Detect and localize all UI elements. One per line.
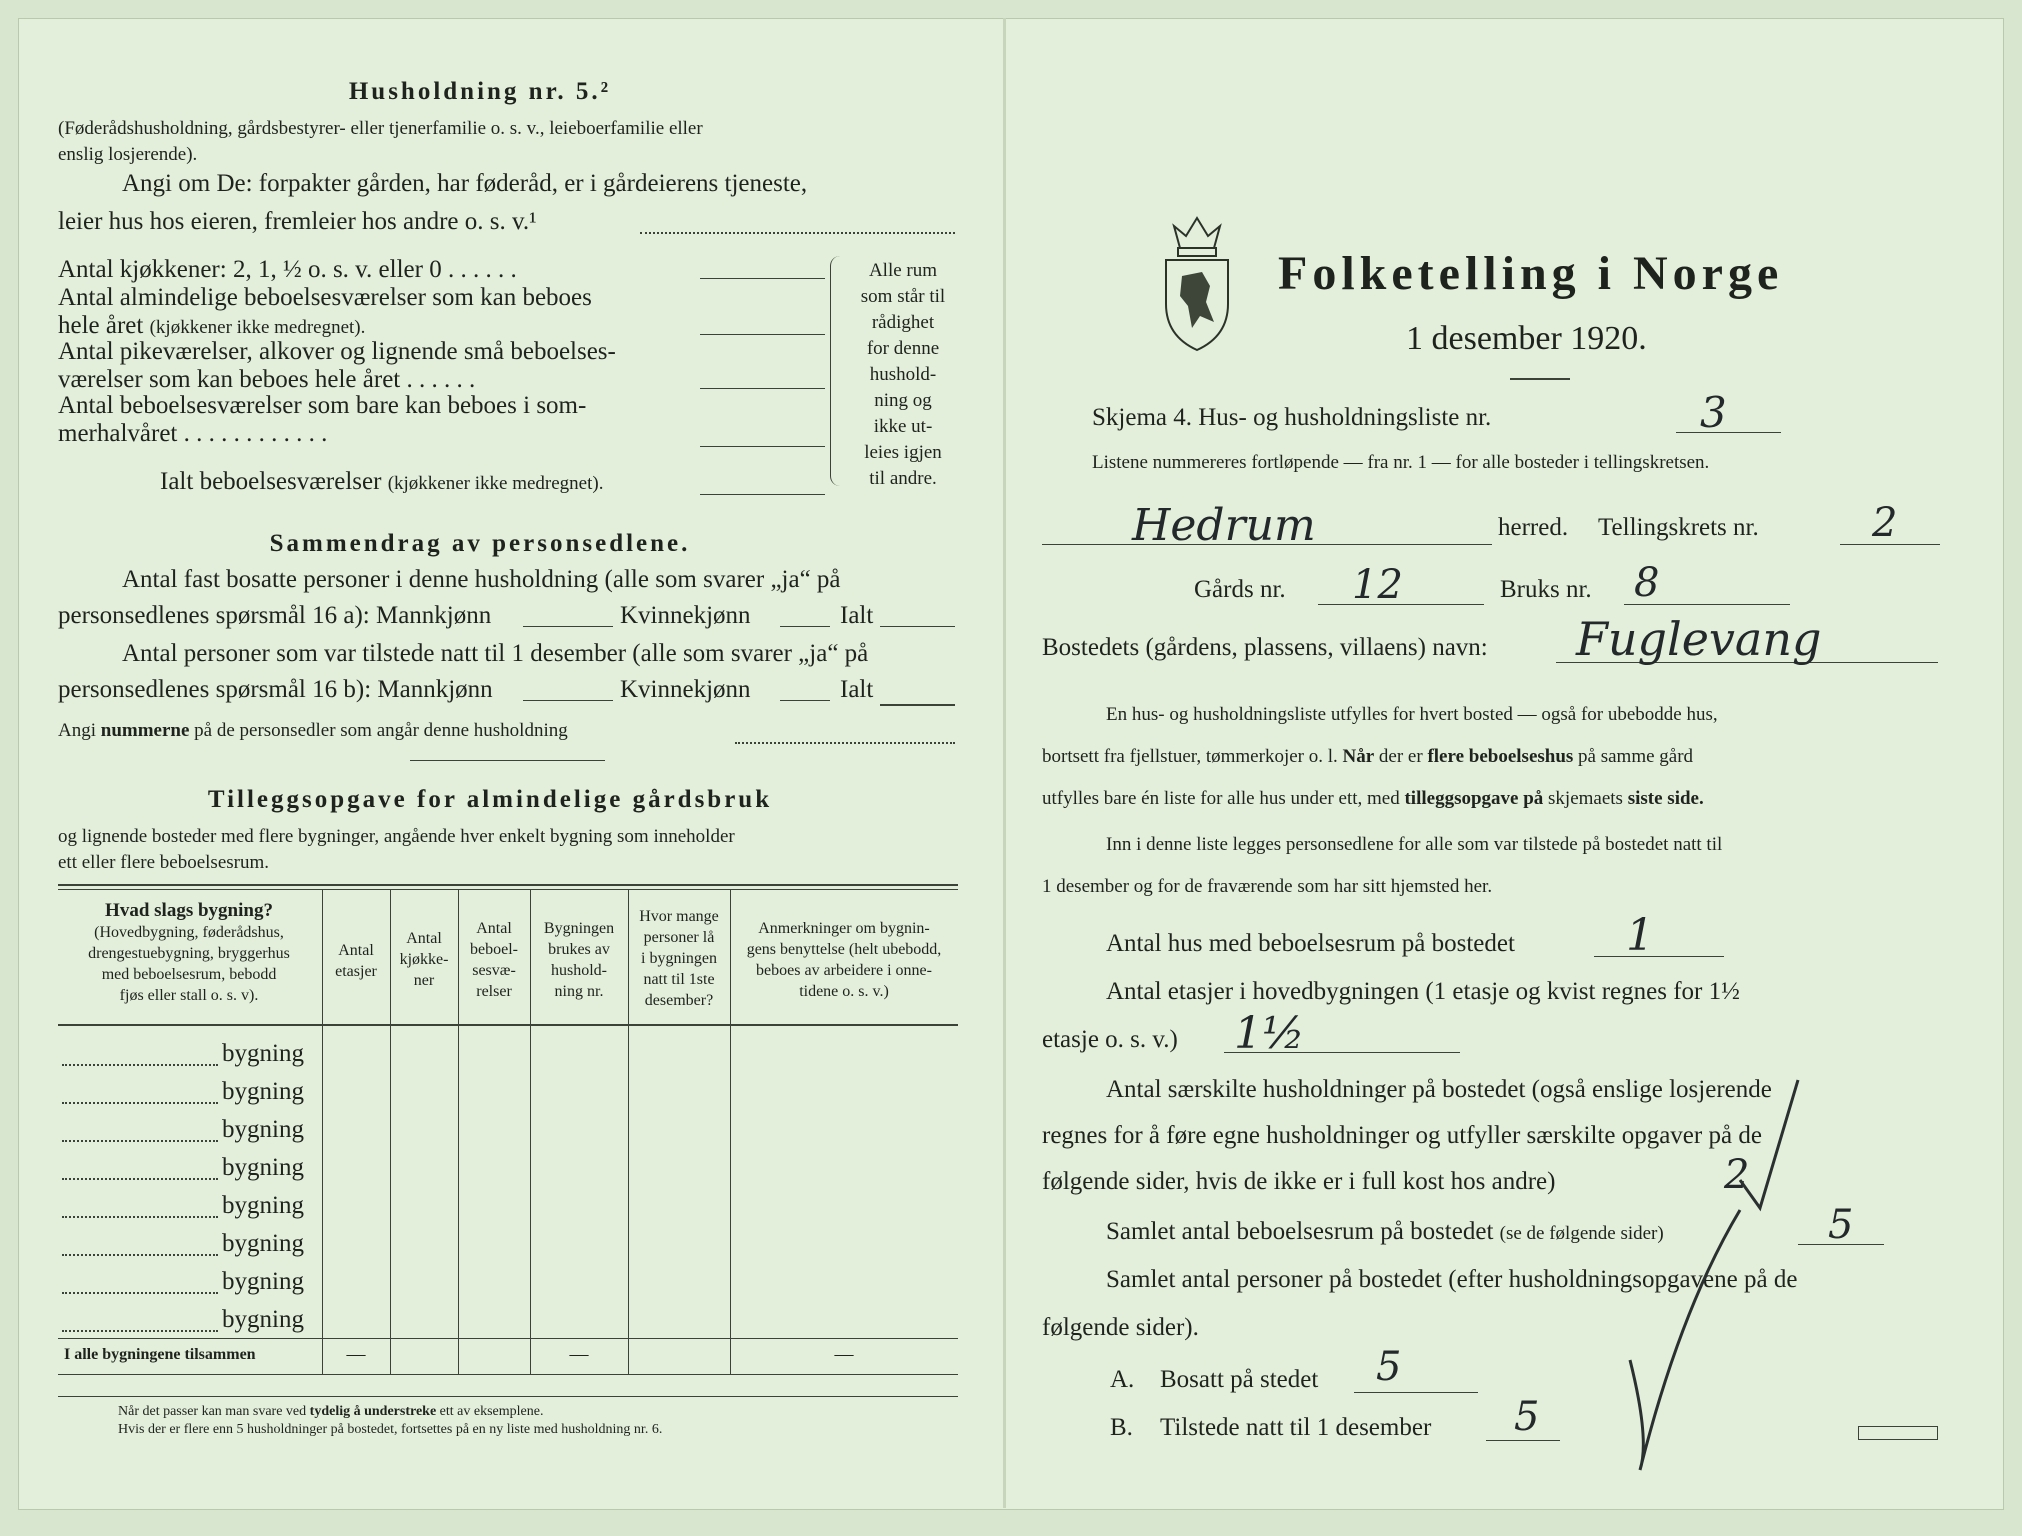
col-husholdning-header: Bygningen brukes av hushold- ning nr. [543, 920, 615, 1000]
samlet-pers-line-1: Samlet antal personer på bostedet (efter husholdningsopgavene på de [1106, 1266, 1798, 1293]
row-line [62, 1178, 218, 1180]
page-fold [1003, 18, 1006, 1508]
table-row: bygning [222, 1230, 304, 1257]
table-row: bygning [222, 1078, 304, 1105]
bruks-value: 8 [1634, 560, 1660, 606]
skjema-value: 3 [1700, 388, 1727, 437]
table-row: bygning [222, 1306, 304, 1333]
gards-value: 12 [1352, 562, 1403, 608]
table-row: bygning [222, 1192, 304, 1219]
col-etasjer-header: Antal etasjer [335, 942, 377, 980]
note-brace [830, 256, 843, 486]
fast-kvinne-label: Kvinnekjønn [620, 602, 751, 629]
tilst-kvinne-label: Kvinnekjønn [620, 676, 751, 703]
footnote-l1a: Når det passer kan man svare ved [118, 1404, 307, 1419]
table-row: bygning [222, 1040, 304, 1067]
table-top-rule [58, 884, 958, 886]
table-top-rule-2 [58, 889, 958, 890]
kjokkener-label: Antal kjøkkener: 2, 1, ½ o. s. v. eller 0 . . . . . . [58, 256, 517, 283]
herred-value: Hedrum [1132, 500, 1316, 551]
skjema-answer-line [1676, 432, 1781, 433]
bosted-value: Fuglevang [1576, 612, 1822, 666]
tilst-kvinne-line [780, 700, 830, 701]
table-header-rule [58, 1024, 958, 1026]
para2-line-2: 1 desember og for de fraværende som har sitt hjemsted her. [1042, 876, 1493, 897]
row-line [62, 1140, 218, 1142]
sammendrag-title: Sammendrag av personsedlene. [269, 530, 691, 557]
kjokkener-answer-line [700, 278, 825, 279]
saer-line-2: regnes for å føre egne husholdninger og utfyller særskilte opgaver på de [1042, 1122, 1762, 1149]
row-line [62, 1254, 218, 1256]
sommer-line-1: Antal beboelsesværelser som bare kan beboes i som- [58, 392, 587, 419]
row-line [62, 1064, 218, 1066]
coat-of-arms-icon [1158, 206, 1236, 354]
table-total-bottom [58, 1374, 958, 1375]
fast-line-1: Antal fast bosatte personer i denne husholdning (alle som svarer „ja“ på [122, 566, 841, 593]
tillegg-line-1: og lignende bosteder med flere bygninger, angående hver enkelt bygning som inneholder [58, 826, 735, 847]
para1-l2c: der er [1378, 746, 1423, 767]
alm-answer-line [700, 334, 825, 335]
table-row: bygning [222, 1268, 304, 1295]
bruks-label: Bruks nr. [1500, 576, 1592, 603]
col-kjokkener-header: Antal kjøkke- ner [399, 930, 449, 989]
printer-stamp [1858, 1426, 1938, 1440]
b-value: 5 [1514, 1394, 1540, 1440]
samlet-rum-value: 5 [1828, 1202, 1854, 1248]
right-date: 1 desember 1920. [1406, 320, 1647, 357]
tilst-line-2: personsedlenes spørsmål 16 b): Mannkjønn [58, 676, 493, 703]
samlet-rum-label: Samlet antal beboelsesrum på bostedet [1106, 1218, 1494, 1245]
table-row: bygning [222, 1154, 304, 1181]
para1-l2d: flere beboelseshus [1427, 746, 1574, 767]
para1-l2a: bortsett fra fjellstuer, tømmerkojer o. l. [1042, 746, 1338, 767]
para1-l3c: skjemaets [1548, 788, 1623, 809]
ialt-answer-line [700, 494, 825, 495]
fast-kvinne-line [780, 626, 830, 627]
a-answer-line [1354, 1392, 1478, 1393]
gards-label: Gårds nr. [1194, 576, 1286, 603]
total-label: I alle bygningene tilsammen [64, 1346, 256, 1363]
angi-line-2: leier hus hos eieren, fremleier hos andre o. s. v.¹ [58, 208, 537, 235]
alm-line-2-small: (kjøkkener ikke medregnet). [149, 317, 366, 338]
tilst-ialt-label: Ialt [840, 676, 874, 703]
ialt-small: (kjøkkener ikke medregnet). [387, 473, 604, 494]
footnote-l1c: ett av eksemplene. [439, 1404, 544, 1419]
a-value: 5 [1376, 1344, 1402, 1390]
tellingskrets-label: Tellingskrets nr. [1598, 514, 1759, 541]
tellingskrets-value: 2 [1872, 500, 1898, 546]
tilst-ialt-line [880, 704, 955, 706]
note-rum: Alle rum som står til rådighet for denne hushold- ning og ikke ut- leies igjen til andre. [860, 260, 946, 489]
a-label: A. [1110, 1366, 1135, 1393]
hus-label: Antal hus med beboelsesrum på bostedet [1106, 930, 1515, 957]
para1-l3b: tilleggsopgave på [1404, 788, 1544, 809]
herred-label: herred. [1498, 514, 1569, 541]
total-dash-etasjer: — [346, 1344, 366, 1365]
angi-nummer-c: på de personsedler som angår denne husholdning [194, 720, 568, 741]
col1-header: Hvad slags bygning? (Hovedbygning, føderådshus, drengestuebygning, bryggerhus med beboelsesrum, bebodd fjøs eller stall o. s. v). [88, 900, 290, 1004]
right-title: Folketelling i Norge [1278, 247, 1784, 300]
b-answer-line [1486, 1440, 1560, 1441]
tilst-line-1: Antal personer som var tilstede natt til 1 desember (alle som svarer „ja“ på [122, 640, 869, 667]
saer-line-1: Antal særskilte husholdninger på bostedet (også enslige losjerende [1106, 1076, 1772, 1103]
row-line [62, 1330, 218, 1332]
samlet-rum-small: (se de følgende sider) [1499, 1223, 1664, 1244]
footnote-l2: Hvis der er flere enn 5 husholdninger på bostedet, fortsettes på en ny liste med husholdning nr. 6. [118, 1422, 663, 1437]
angi-answer-line [640, 232, 955, 234]
section-divider [410, 760, 605, 761]
table-total-top [58, 1338, 958, 1339]
footnote-rule [58, 1396, 958, 1397]
col-anmerkninger-header: Anmerkninger om bygnin- gens benyttelse (helt ubebodd, beboes av arbeidere i onne- tidene o. s. v.) [746, 920, 942, 1000]
saer-line-3: følgende sider, hvis de ikke er i full kost hos andre) [1042, 1168, 1556, 1195]
bosted-label: Bostedets (gårdens, plassens, villaens) navn: [1042, 634, 1488, 661]
hus-answer-line [1594, 956, 1724, 957]
col-personer-header: Hvor mange personer lå i bygningen natt til 1ste desember? [639, 908, 719, 1009]
ialt-label: Ialt beboelsesværelser [160, 468, 382, 495]
listene-note: Listene nummereres fortløpende — fra nr. 1 — for alle bosteder i tellingskretsen. [1092, 452, 1710, 473]
alm-line-1: Antal almindelige beboelsesværelser som kan beboes [58, 284, 592, 311]
total-dash-anmerkninger: — [834, 1344, 854, 1365]
alm-line-2: hele året [58, 312, 144, 339]
angi-nummer-b: nummerne [100, 720, 190, 741]
table-row: bygning [222, 1116, 304, 1143]
row-line [62, 1102, 218, 1104]
subtitle-line-1: (Føderådshusholdning, gårdsbestyrer- eller tjenerfamilie o. s. v., leieboerfamilie eller [58, 118, 703, 139]
angi-line-1: Angi om De: forpakter gården, har føderåd, er i gårdeierens tjeneste, [122, 170, 808, 197]
pike-answer-line [700, 388, 825, 389]
col-beboelse-header: Antal beboel- sesvæ- relser [470, 920, 518, 1000]
footnote-l1b: tydelig å understreke [309, 1404, 437, 1419]
para1-l2b: Når [1342, 746, 1375, 767]
fast-mann-line [523, 626, 613, 627]
checkmark-strokes-icon [1590, 1060, 1950, 1480]
sommer-line-2: merhalvåret . . . . . . . . . . . . [58, 420, 328, 447]
tillegg-line-2: ett eller flere beboelsesrum. [58, 852, 270, 873]
total-dash-husholdning: — [569, 1344, 589, 1365]
tilst-mann-line [523, 700, 613, 701]
row-line [62, 1292, 218, 1294]
saer-value: 2 [1724, 1152, 1750, 1198]
row-line [62, 1216, 218, 1218]
fast-line-2: personsedlenes spørsmål 16 a): Mannkjønn [58, 602, 492, 629]
skjema-label: Skjema 4. Hus- og husholdningsliste nr. [1092, 404, 1492, 431]
para1-l3d: siste side. [1627, 788, 1704, 809]
para2-line-1: Inn i denne liste legges personsedlene for alle som var tilstede på bostedet natt til [1106, 834, 1723, 855]
title-divider [1510, 378, 1570, 380]
hus-value: 1 [1626, 910, 1654, 961]
para1-line-1: En hus- og husholdningsliste utfylles for hvert bosted — også for ubebodde hus, [1106, 704, 1718, 725]
subtitle-line-2: enslig losjerende). [58, 144, 198, 165]
pike-line-1: Antal pikeværelser, alkover og lignende små beboelses- [58, 338, 616, 365]
para1-l2e: på samme gård [1578, 746, 1694, 767]
left-title: Husholdning nr. 5.² [348, 78, 612, 105]
b-text: Tilstede natt til 1 desember [1160, 1414, 1432, 1441]
para1-l3a: utfylles bare én liste for alle hus under ett, med [1042, 788, 1400, 809]
fast-ialt-label: Ialt [840, 602, 874, 629]
fast-ialt-line [880, 626, 955, 627]
sommer-answer-line [700, 446, 825, 447]
a-text: Bosatt på stedet [1160, 1366, 1319, 1393]
etasjer-value: 1½ [1234, 1008, 1305, 1059]
angi-nummer-a: Angi [58, 720, 96, 741]
tillegg-title: Tilleggsopgave for almindelige gårdsbruk [207, 786, 773, 813]
samlet-pers-line-2: følgende sider). [1042, 1314, 1199, 1341]
b-label: B. [1110, 1414, 1133, 1441]
pike-line-2: værelser som kan beboes hele året . . . . . . [58, 366, 476, 393]
angi-nummer-line [735, 742, 955, 744]
etasjer-line-1: Antal etasjer i hovedbygningen (1 etasje og kvist regnes for 1½ [1106, 978, 1740, 1005]
etasjer-line-2: etasje o. s. v.) [1042, 1026, 1178, 1053]
